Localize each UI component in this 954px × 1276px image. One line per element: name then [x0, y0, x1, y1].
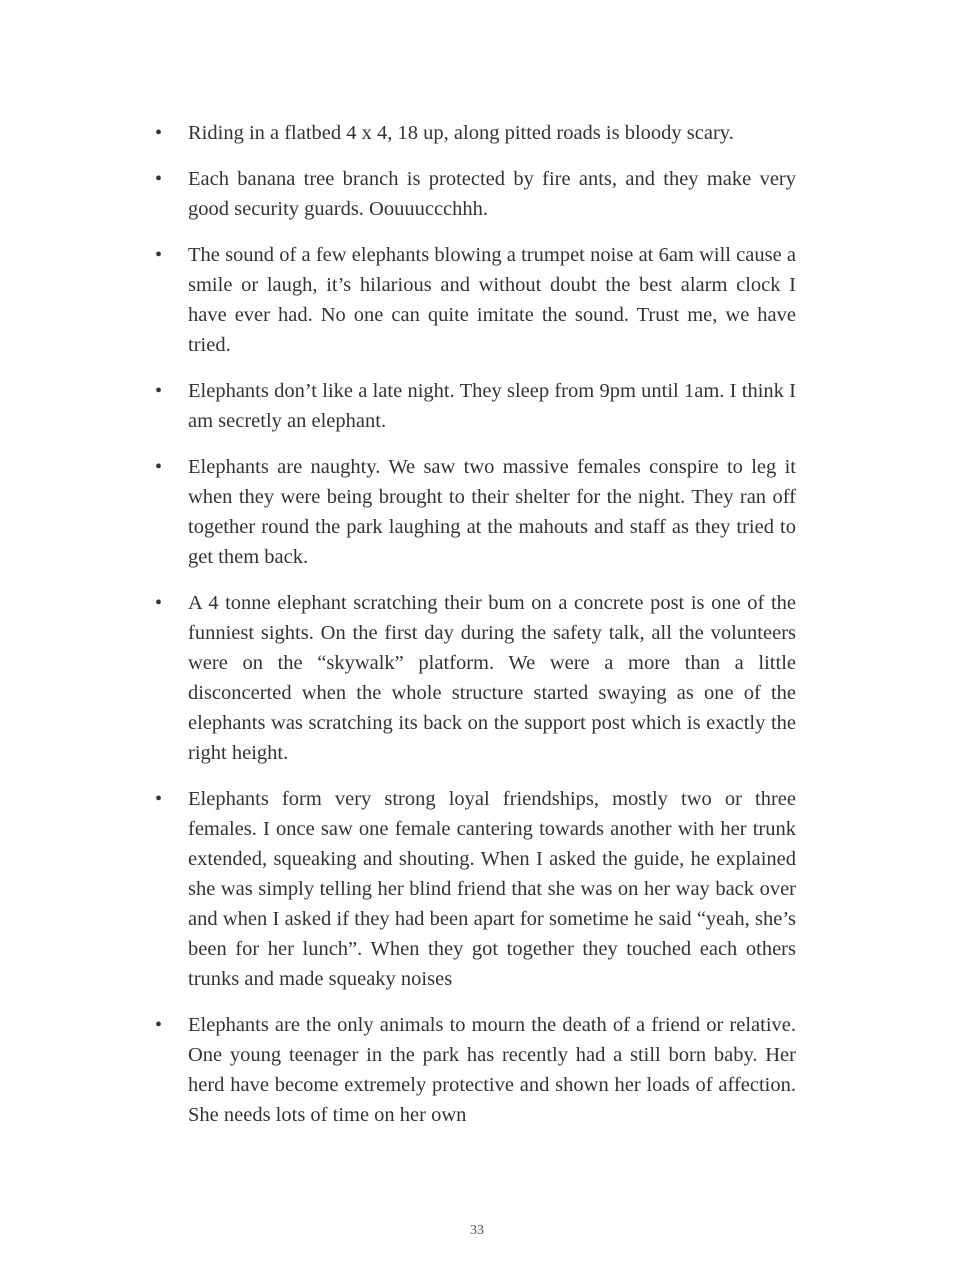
bullet-list: [155, 118, 796, 1130]
bullet-icon: •: [155, 168, 163, 190]
page-number: 33: [470, 1223, 484, 1238]
list-item-text: A 4 tonne elephant scratching their bum on a concrete post is one of the funniest sights. On the first day during the safety talk, all the volunteers were on the “skywalk” platform. We were a more than a little disconcerted when the whole structure started swaying as one of the elephants was scratching its back on the support post which is exactly the right height.: [188, 592, 796, 764]
list-item-text: Elephants are naughty. We saw two massive females conspire to leg it when they were being brought to their shelter for the night. They ran off together round the park laughing at the mahouts and staff as they tried to get them back.: [188, 456, 796, 568]
list-item-text: The sound of a few elephants blowing a trumpet noise at 6am will cause a smile or laugh, it’s hilarious and without doubt the best alarm clock I have ever had. No one can quite imitate the sound. Trust me, we have tried.: [188, 244, 796, 356]
bullet-icon: •: [155, 592, 163, 614]
list-item: [155, 452, 796, 572]
list-item: [155, 588, 796, 768]
bullet-icon: •: [155, 456, 163, 478]
list-item-text: Riding in a flatbed 4 x 4, 18 up, along pitted roads is bloody scary.: [188, 122, 734, 144]
page-content: [155, 118, 796, 1146]
list-item: [155, 118, 796, 148]
bullet-icon: •: [155, 122, 163, 144]
bullet-icon: •: [155, 380, 163, 402]
list-item-text: Each banana tree branch is protected by fire ants, and they make very good security guards. Oouuuccchhh.: [188, 168, 796, 220]
list-item: [155, 164, 796, 224]
list-item: [155, 1010, 796, 1130]
list-item-text: Elephants don’t like a late night. They sleep from 9pm until 1am. I think I am secretly an elephant.: [188, 380, 796, 432]
bullet-icon: •: [155, 788, 163, 810]
list-item-text: Elephants form very strong loyal friendships, mostly two or three females. I once saw one female cantering towards another with her trunk extended, squeaking and shouting. When I asked the guide, he explained she was simply telling her blind friend that she was on her way back over and when I asked if they had been apart for sometime he said “yeah, she’s been for her lunch”. When they got together they touched each others trunks and made squeaky noises: [188, 788, 796, 990]
list-item-text: Elephants are the only animals to mourn the death of a friend or relative. One young teenager in the park has recently had a still born baby. Her herd have become extremely protective and shown her loads of affection. She needs lots of time on her own: [188, 1014, 796, 1126]
bullet-icon: •: [155, 1014, 163, 1036]
list-item: [155, 784, 796, 994]
list-item: [155, 240, 796, 360]
list-item: [155, 376, 796, 436]
bullet-icon: •: [155, 244, 163, 266]
